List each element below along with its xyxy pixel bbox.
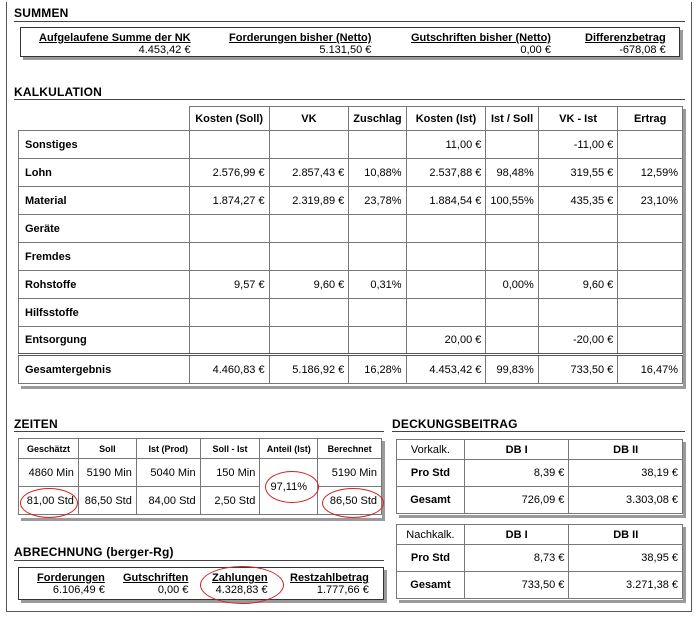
abrechnung-value: 6.106,49 € [52,584,105,596]
table-cell: -11,00 € [538,131,618,159]
summen-box [20,27,680,57]
table-cell: 2.319,89 € [269,187,349,215]
table-cell [486,299,538,327]
table-row [397,572,683,599]
table-cell: 98,48% [486,159,538,187]
total-row [19,355,683,384]
row-label: Gesamt [397,572,465,599]
summen-col-differenz [585,32,666,56]
table-cell: 4860 Min [19,459,79,487]
table-cell [189,131,269,159]
vorkalk-header: Vorkalk. [397,440,465,460]
abrechnung-value: 1.777,66 € [316,584,369,596]
vorkalk-box [396,439,683,515]
table-row [19,459,382,487]
table-cell [269,327,349,355]
row-label: Material [19,187,190,215]
table-cell [189,243,269,271]
table-cell [618,271,683,299]
row-label: Rohstoffe [19,271,190,299]
table-cell: 435,35 € [538,187,618,215]
table-cell [486,243,538,271]
kalkulation-box [18,106,683,386]
abrechnung-col-forderungen [37,572,105,596]
table-row [19,159,683,187]
summen-col-gutschriften [411,32,551,56]
table-cell [618,215,683,243]
table-row [19,243,683,271]
abrechnung-value: 0,00 € [157,584,189,596]
kalkulation-header: Zuschlag [349,107,406,131]
table-cell [349,215,406,243]
summen-value: 0,00 € [520,44,551,56]
nachkalk-header: DB II [569,525,683,545]
vorkalk-header: DB I [464,440,569,460]
table-cell: 0,31% [349,271,406,299]
table-cell: 8,39 € [464,460,569,487]
table-cell: 20,00 € [406,327,486,355]
table-cell: 1.874,27 € [189,187,269,215]
table-cell [486,131,538,159]
table-cell: 81,00 Std [19,487,79,515]
total-cell: 16,47% [618,355,683,384]
summen-value: 5.131,50 € [319,44,372,56]
table-cell: 2.857,43 € [269,159,349,187]
table-cell [486,327,538,355]
table-cell: 3.303,08 € [569,487,683,514]
table-cell [269,243,349,271]
table-row [19,187,683,215]
zeiten-rule [14,431,384,432]
vorkalk-table [396,439,683,514]
row-label: Pro Std [397,460,465,487]
table-cell: 100,55% [486,187,538,215]
table-cell [618,243,683,271]
deckungsbeitrag-title: DECKUNGSBEITRAG [392,417,518,431]
table-cell: 12,59% [618,159,683,187]
vorkalk-header: DB II [569,440,683,460]
summen-label: Forderungen bisher (Netto) [229,32,372,44]
table-cell [486,215,538,243]
abrechnung-value: 4.328,83 € [215,584,268,596]
kalkulation-header: Kosten (Soll) [189,107,269,131]
nachkalk-header: DB I [464,525,569,545]
table-row [397,460,683,487]
row-label: Lohn [19,159,190,187]
kalkulation-header: VK - Ist [538,107,618,131]
summen-col-forderungen [229,32,371,56]
abrechnung-label: Restzahlbetrag [290,572,369,584]
total-cell: 16,28% [349,355,406,384]
table-cell [189,215,269,243]
table-cell: 84,00 Std [136,487,200,515]
table-cell: 23,10% [618,187,683,215]
deckungsbeitrag-rule [392,431,685,432]
nachkalk-table [396,524,683,599]
table-cell [538,215,618,243]
row-label: Fremdes [19,243,190,271]
abrechnung-rule [14,560,384,561]
abrechnung-title: ABRECHNUNG (berger-Rg) [14,545,174,559]
row-label: Entsorgung [19,327,190,355]
summen-label: Differenzbetrag [585,32,666,44]
table-cell: 86,50 Std [78,487,136,515]
total-cell: 99,83% [486,355,538,384]
kalkulation-title: KALKULATION [14,85,102,99]
zeiten-header: Soll - Ist [200,439,260,459]
kalkulation-table [18,106,683,384]
total-cell: 4.453,42 € [406,355,486,384]
table-row [19,327,683,355]
row-label: Sonstiges [19,131,190,159]
summen-value: -678,08 € [619,44,666,56]
table-cell: 10,88% [349,159,406,187]
zeiten-title: ZEITEN [14,417,58,431]
table-cell [406,215,486,243]
table-cell: 38,95 € [569,545,683,572]
total-cell: 733,50 € [538,355,618,384]
zeiten-header: Soll [78,439,136,459]
total-cell: 4.460,83 € [189,355,269,384]
zeiten-header: Geschätzt [19,439,79,459]
table-cell: 1.884,54 € [406,187,486,215]
table-cell [269,215,349,243]
highlight-oval-berechnet [322,488,384,518]
table-cell: 11,00 € [406,131,486,159]
table-cell: 0,00% [486,271,538,299]
kalkulation-corner [19,107,190,131]
summen-label: Gutschriften bisher (Netto) [411,32,551,44]
table-cell [349,299,406,327]
table-cell [406,243,486,271]
abrechnung-label: Zahlungen [212,572,268,584]
kalkulation-header: Ertrag [618,107,683,131]
abrechnung-col-gutschriften [123,572,188,596]
row-label: Pro Std [397,545,465,572]
table-row [397,487,683,514]
table-cell: 3.271,38 € [569,572,683,599]
nachkalk-header: Nachkalk. [397,525,465,545]
zeiten-header: Berechnet [318,439,382,459]
table-cell: 8,73 € [464,545,569,572]
kalkulation-rule [14,99,685,100]
highlight-oval-zahlungen [200,566,284,604]
zeiten-header: Anteil (Ist) [260,439,318,459]
table-cell [406,271,486,299]
kalkulation-header: VK [269,107,349,131]
table-cell: 2.576,99 € [189,159,269,187]
table-cell: -20,00 € [538,327,618,355]
table-cell: 726,09 € [464,487,569,514]
table-cell [406,299,486,327]
highlight-oval-geschaetzt [20,488,78,518]
table-cell: 2.537,88 € [406,159,486,187]
abrechnung-label: Forderungen [37,572,105,584]
summen-title: SUMMEN [14,6,69,20]
table-cell: 2,50 Std [200,487,260,515]
table-cell: 86,50 Std [318,487,382,515]
summen-col-nk [39,32,191,56]
table-cell: 150 Min [200,459,260,487]
row-label: Gesamt [397,487,465,514]
row-label: Geräte [19,215,190,243]
abrechnung-col-restzahlbetrag [290,572,369,596]
nachkalk-box [396,524,683,600]
table-cell: 733,50 € [464,572,569,599]
table-cell: 5040 Min [136,459,200,487]
summen-rule [14,21,685,22]
table-cell [189,327,269,355]
highlight-oval-anteil [265,471,319,503]
table-cell: 9,57 € [189,271,269,299]
table-row [397,545,683,572]
table-cell [349,131,406,159]
kalkulation-header: Ist / Soll [486,107,538,131]
table-cell [269,299,349,327]
table-row [19,215,683,243]
table-row [19,299,683,327]
table-cell [269,131,349,159]
table-cell [349,327,406,355]
table-row [19,271,683,299]
row-label: Hilfsstoffe [19,299,190,327]
table-cell: 319,55 € [538,159,618,187]
summen-value: 4.453,42 € [138,44,191,56]
table-cell [349,243,406,271]
table-cell: 5190 Min [318,459,382,487]
table-cell: 23,78% [349,187,406,215]
table-cell: 9,60 € [269,271,349,299]
total-cell: 5.186,92 € [269,355,349,384]
table-cell: 5190 Min [78,459,136,487]
kalkulation-header: Kosten (Ist) [406,107,486,131]
abrechnung-label: Gutschriften [123,572,189,584]
table-row [19,131,683,159]
table-cell [618,327,683,355]
table-cell [618,299,683,327]
table-cell: 9,60 € [538,271,618,299]
table-cell [538,243,618,271]
anteil-ist-value: 97,11% [260,459,318,515]
total-label: Gesamtergebnis [19,355,190,384]
table-cell [538,299,618,327]
zeiten-header: Ist (Prod) [136,439,200,459]
table-cell [618,131,683,159]
summen-label: Aufgelaufene Summe der NK [39,32,191,44]
table-cell [189,299,269,327]
table-cell: 38,19 € [569,460,683,487]
